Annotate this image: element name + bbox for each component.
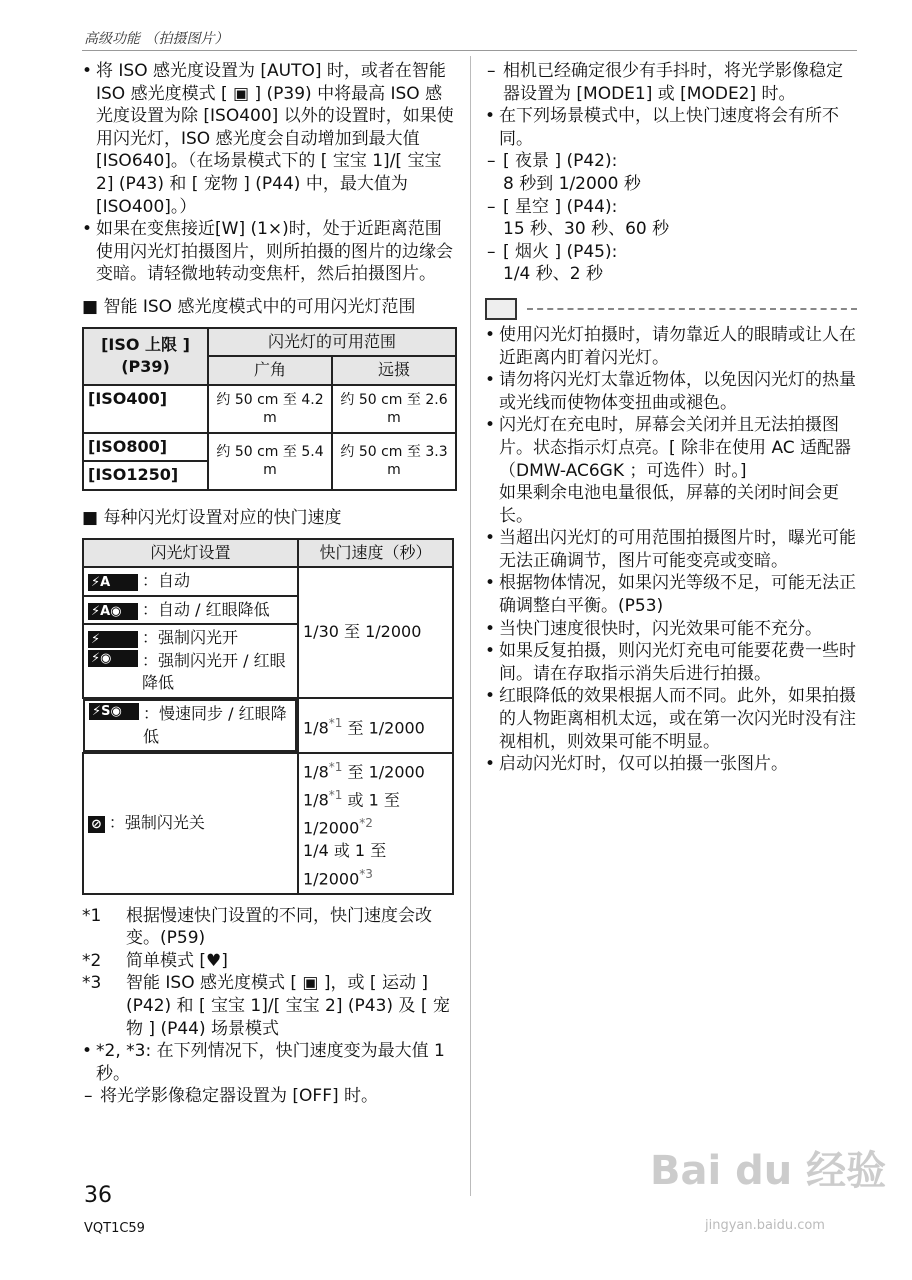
note: • 如果反复拍摄，则闪光灯充电可能要花费一些时间。请在存取指示消失后进行拍摄。	[485, 640, 857, 685]
dash-ois-off: – 将光学影像稳定器设置为 [OFF] 时。	[82, 1085, 457, 1108]
section-header: 高级功能 （拍摄图片）	[84, 31, 229, 47]
label: ：强制闪光开	[142, 628, 239, 648]
bullet-scene-modes: • 在下列场景模式中，以上快门速度将会有所不同。	[485, 105, 857, 150]
note-continued: 如果剩余电池电量很低，屏幕的关闭时间会更长。	[499, 483, 839, 526]
flash-range-table	[82, 327, 457, 491]
shutter-speed-table	[82, 538, 454, 895]
label: ：自动	[142, 571, 191, 591]
dash-ois-mode: – 相机已经确定很少有手抖时，将光学影像稳定器设置为 [MODE1] 或 [MODE2] 时。	[485, 60, 857, 105]
label: ：慢速同步 / 红眼降低	[143, 704, 287, 746]
cell-tele: 约 50 cm 至 2.6 m	[332, 385, 456, 433]
bullet-max-1s: • *2, *3: 在下列情况下，快门速度变为最大值 1 秒。	[82, 1040, 457, 1085]
footnote: *3 智能 ISO 感光度模式 [ ▣ ]，或 [ 运动 ] (P42) 和 [ 宝宝 1]/[ 宝宝 2] (P43) 及 [ 宠物 ] (P44) 场景模式	[82, 973, 450, 1039]
th-tele: 远摄	[332, 356, 456, 385]
flash-off-icon: ⊘	[88, 816, 105, 833]
scene-starry: – [ 星空 ] (P44):	[485, 196, 857, 219]
footnotes	[82, 905, 457, 1108]
right-column	[485, 60, 857, 776]
scene-night-speed: 8 秒到 1/2000 秒	[503, 173, 641, 194]
scene-fireworks-speed: 1/4 秒、2 秒	[503, 264, 603, 285]
watermark-logo: Bai du 经验	[650, 1148, 887, 1194]
flash-auto-redeye-icon: ⚡A◉	[88, 603, 138, 620]
doc-code: VQT1C59	[84, 1221, 145, 1236]
note-header	[485, 298, 857, 320]
label: ：自动 / 红眼降低	[142, 599, 270, 619]
flash-slow-sync-icon: ⚡S◉	[89, 703, 139, 720]
scene-starry-speed: 15 秒、30 秒、60 秒	[503, 219, 670, 240]
bullet-iso-auto: • 将 ISO 感光度设置为 [AUTO] 时，或者在智能 ISO 感光度模式 [ ▣ ] (P39) 中将最高 ISO 感光度设置为除 [ISO400] 以外的设置时，如果使用闪光灯，ISO 感光度会自动增加到最大值 [ISO640]。（在场景模式下的 [ 宝宝 1]/[ 宝宝 2] (P43) 和 [ 宠物 ] (P44) 中，最大值为 [ISO400]。）	[82, 60, 457, 218]
note: • 根据物体情况，如果闪光等级不足，可能无法正确调整白平衡。(P53)	[485, 572, 857, 617]
left-column	[82, 60, 457, 1108]
flash-auto-icon: ⚡A	[88, 574, 138, 591]
flash-on-icon: ⚡	[88, 631, 138, 648]
note: • 红眼降低的效果根据人而不同。此外，如果拍摄的人物距离相机太远，或在第一次闪光时没有注视相机，则效果可能不明显。	[485, 685, 857, 753]
cell-iso: [ISO800]	[83, 433, 208, 462]
header-rule	[82, 50, 857, 51]
note: • 当快门速度很快时，闪光效果可能不充分。	[485, 618, 857, 641]
footnote: *2 简单模式 [♥]	[82, 950, 228, 971]
th-flash-setting: 闪光灯设置	[83, 539, 298, 568]
cell-speed: 1/8$^{*1}$ 至 1/2000	[298, 698, 453, 753]
th-wide: 广角	[208, 356, 332, 385]
flash-on-redeye-icon: ⚡◉	[88, 650, 138, 667]
label: ：强制闪光关	[108, 813, 205, 833]
th-range: 闪光灯的可用范围	[208, 328, 456, 357]
th-iso-limit: [ISO 上限 ] (P39)	[83, 328, 208, 385]
column-divider	[470, 56, 471, 1196]
cell-tele: 约 50 cm 至 3.3 m	[332, 433, 456, 490]
section-title-flash-range: ■ 智能 ISO 感光度模式中的可用闪光灯范围	[82, 296, 457, 319]
cell-iso: [ISO1250]	[83, 461, 208, 490]
note: • 启动闪光灯时，仅可以拍摄一张图片。	[485, 753, 857, 776]
page-number: 36	[84, 1183, 112, 1208]
note: • 当超出闪光灯的可用范围拍摄图片时，曝光可能无法正确调节，图片可能变亮或变暗。	[485, 527, 857, 572]
label: ：强制闪光开 / 红眼降低	[142, 650, 286, 693]
scene-fireworks: – [ 烟火 ] (P45):	[485, 241, 857, 264]
footnote: *1 根据慢速快门设置的不同，快门速度会改变。(P59)	[82, 905, 432, 949]
cell-wide: 约 50 cm 至 4.2 m	[208, 385, 332, 433]
section-title-shutter: ■ 每种闪光灯设置对应的快门速度	[82, 507, 457, 530]
th-shutter: 快门速度（秒）	[298, 539, 453, 568]
note: • 闪光灯在充电时，屏幕会关闭并且无法拍摄图片。状态指示灯点亮。[ 除非在使用 AC 适配器（DMW-AC6GK ；可选件）时。]	[485, 414, 857, 482]
cell-wide: 约 50 cm 至 5.4 m	[208, 433, 332, 490]
cell-iso: [ISO400]	[83, 385, 208, 433]
cell-speed: 1/30 至 1/2000	[298, 567, 453, 698]
scene-night: – [ 夜景 ] (P42):	[485, 150, 857, 173]
note-book-icon	[485, 298, 517, 320]
cell-speed: 1/8$^{*1}$ 至 1/2000 1/8$^{*1}$ 或 1 至 1/2000$^{*2}$ 1/4 或 1 至 1/2000$^{*3}$	[298, 753, 453, 893]
note: • 请勿将闪光灯太靠近物体，以免因闪光灯的热量或光线而使物体变扭曲或褪色。	[485, 369, 857, 414]
watermark-url: jingyan.baidu.com	[705, 1218, 825, 1233]
bullet-zoom-edge: • 如果在变焦接近[W] (1×)时，处于近距离范围使用闪光灯拍摄图片，则所拍摄的图片的边缘会变暗。请轻微地转动变焦杆，然后拍摄图片。	[82, 218, 457, 286]
note: • 使用闪光灯拍摄时，请勿靠近人的眼睛或让人在近距离内盯着闪光灯。	[485, 324, 857, 369]
